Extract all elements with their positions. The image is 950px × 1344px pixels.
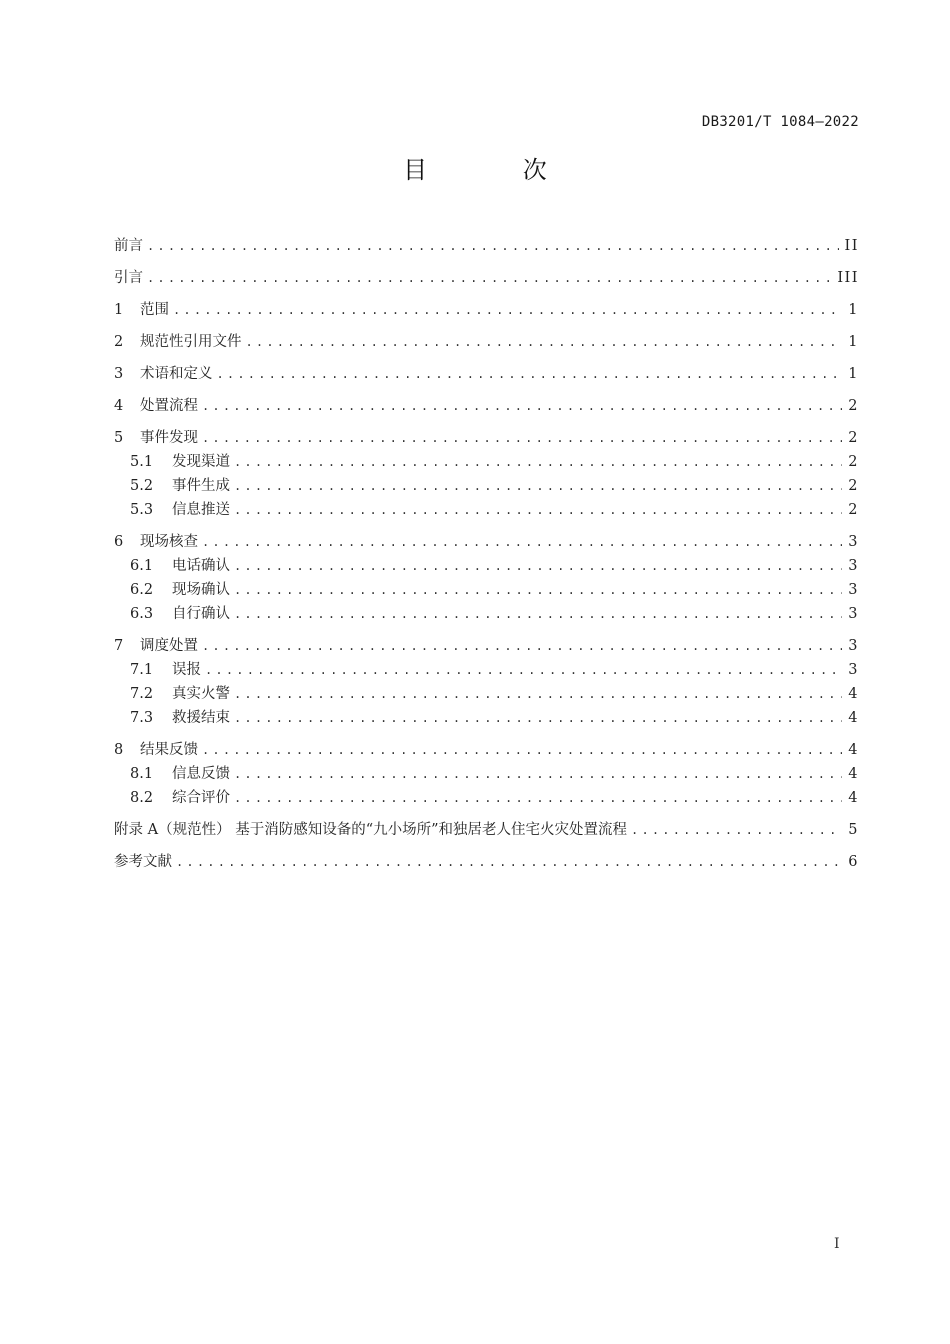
toc-entry-page: 4 [848, 710, 859, 726]
toc-entry-page: 3 [848, 558, 859, 574]
toc-entry-page: 3 [848, 662, 859, 678]
toc-entry-number: 8 [114, 742, 124, 758]
toc-entry-label: 真实火警 [172, 686, 230, 702]
toc-entry[interactable] [114, 637, 859, 655]
toc-subentry[interactable] [114, 453, 859, 471]
dot-leader [234, 453, 842, 471]
toc-entry-number: 4 [114, 398, 124, 414]
toc-entry-label: 现场核查 [140, 534, 198, 550]
toc-subentry[interactable] [114, 685, 859, 703]
dot-leader [147, 269, 831, 287]
dot-leader [202, 741, 842, 759]
dot-leader [217, 365, 843, 383]
toc-entry-page: 2 [848, 454, 859, 470]
toc-subentry[interactable] [114, 661, 859, 679]
dot-leader [234, 581, 842, 599]
toc-entry-page: 4 [848, 790, 859, 806]
dot-leader [176, 853, 842, 871]
toc-entry-number: 5.1 [130, 454, 154, 470]
table-of-contents [114, 237, 859, 871]
dot-leader [205, 661, 842, 679]
toc-entry-page: 3 [848, 606, 859, 622]
toc-entry[interactable] [114, 301, 859, 319]
document-number: DB3201/T 1084—2022 [701, 114, 859, 130]
dot-leader [234, 557, 842, 575]
toc-subentry[interactable] [114, 765, 859, 783]
toc-entry-number: 6.1 [130, 558, 154, 574]
toc-entry-page: 2 [848, 478, 859, 494]
dot-leader [234, 477, 842, 495]
toc-entry-page: 2 [848, 502, 859, 518]
toc-subentry[interactable] [114, 789, 859, 807]
toc-entry-page: 4 [848, 766, 859, 782]
toc-entry[interactable] [114, 333, 859, 351]
toc-entry-label: 前言 [114, 238, 143, 254]
toc-entry-number: 2 [114, 334, 124, 350]
toc-entry-number: 1 [114, 302, 124, 318]
dot-leader [246, 333, 843, 351]
toc-entry-label: 发现渠道 [172, 454, 230, 470]
toc-entry-number: 3 [114, 366, 124, 382]
toc-entry-page: 6 [848, 854, 859, 870]
toc-entry-label: 综合评价 [172, 790, 230, 806]
dot-leader [234, 605, 842, 623]
toc-subentry[interactable] [114, 605, 859, 623]
toc-entry-page: 4 [848, 742, 859, 758]
toc-entry-number: 6.2 [130, 582, 154, 598]
toc-entry-label: 调度处置 [140, 638, 198, 654]
dot-leader [202, 533, 842, 551]
toc-entry-label: 信息反馈 [172, 766, 230, 782]
toc-entry-number: 5.2 [130, 478, 154, 494]
toc-entry-number: 7.1 [130, 662, 154, 678]
toc-entry-number: 5.3 [130, 502, 154, 518]
dot-leader [234, 765, 842, 783]
toc-entry-page: 1 [848, 334, 859, 350]
dot-leader [631, 821, 842, 839]
toc-entry[interactable] [114, 821, 859, 839]
dot-leader [147, 237, 839, 255]
toc-subentry[interactable] [114, 581, 859, 599]
toc-entry-number: 7 [114, 638, 124, 654]
toc-entry[interactable] [114, 397, 859, 415]
toc-entry[interactable] [114, 533, 859, 551]
toc-entry-page: 5 [848, 822, 859, 838]
toc-entry-label: 规范性引用文件 [140, 334, 242, 350]
toc-entry-label: 范围 [140, 302, 169, 318]
toc-entry-page: 1 [848, 366, 859, 382]
toc-entry-page: 2 [848, 430, 859, 446]
toc-subentry[interactable] [114, 709, 859, 727]
dot-leader [234, 685, 842, 703]
dot-leader [202, 429, 842, 447]
page-title: 目 次 [403, 156, 591, 184]
dot-leader [173, 301, 842, 319]
toc-entry-page: 3 [848, 534, 859, 550]
toc-entry-number: 8.1 [130, 766, 154, 782]
toc-entry-number: 7.2 [130, 686, 154, 702]
toc-entry-label: 现场确认 [172, 582, 230, 598]
toc-subentry[interactable] [114, 557, 859, 575]
toc-entry[interactable] [114, 237, 859, 255]
toc-entry-page: 3 [848, 638, 859, 654]
toc-entry-label: 参考文献 [114, 854, 172, 870]
toc-entry-number: 6.3 [130, 606, 154, 622]
toc-entry-label: 术语和定义 [140, 366, 213, 382]
toc-entry-number: 8.2 [130, 790, 154, 806]
dot-leader [234, 789, 842, 807]
toc-entry-label: 误报 [172, 662, 201, 678]
toc-entry-page: 2 [848, 398, 859, 414]
toc-entry-label: 引言 [114, 270, 143, 286]
toc-entry-page: III [837, 270, 859, 286]
toc-entry-label: 事件生成 [172, 478, 230, 494]
toc-entry-label: 结果反馈 [140, 742, 198, 758]
toc-subentry[interactable] [114, 501, 859, 519]
toc-entry-page: II [844, 238, 859, 254]
footer-page-number: I [834, 1236, 840, 1252]
dot-leader [202, 397, 842, 415]
toc-entry-label: 附录 A（规范性） 基于消防感知设备的“九小场所”和独居老人住宅火灾处置流程 [114, 822, 628, 838]
toc-entry-label: 信息推送 [172, 502, 230, 518]
toc-entry-label: 救援结束 [172, 710, 230, 726]
dot-leader [234, 501, 842, 519]
toc-entry-label: 事件发现 [140, 430, 198, 446]
toc-entry[interactable] [114, 365, 859, 383]
toc-entry-number: 5 [114, 430, 124, 446]
toc-entry-page: 4 [848, 686, 859, 702]
toc-entry-page: 1 [848, 302, 859, 318]
toc-entry[interactable] [114, 269, 859, 287]
toc-entry-label: 电话确认 [172, 558, 230, 574]
toc-entry[interactable] [114, 429, 859, 447]
toc-entry-number: 7.3 [130, 710, 154, 726]
toc-entry[interactable] [114, 853, 859, 871]
dot-leader [234, 709, 842, 727]
toc-entry[interactable] [114, 741, 859, 759]
dot-leader [202, 637, 842, 655]
toc-entry-label: 处置流程 [140, 398, 198, 414]
toc-entry-number: 6 [114, 534, 124, 550]
toc-entry-label: 自行确认 [172, 606, 230, 622]
toc-subentry[interactable] [114, 477, 859, 495]
toc-entry-page: 3 [848, 582, 859, 598]
